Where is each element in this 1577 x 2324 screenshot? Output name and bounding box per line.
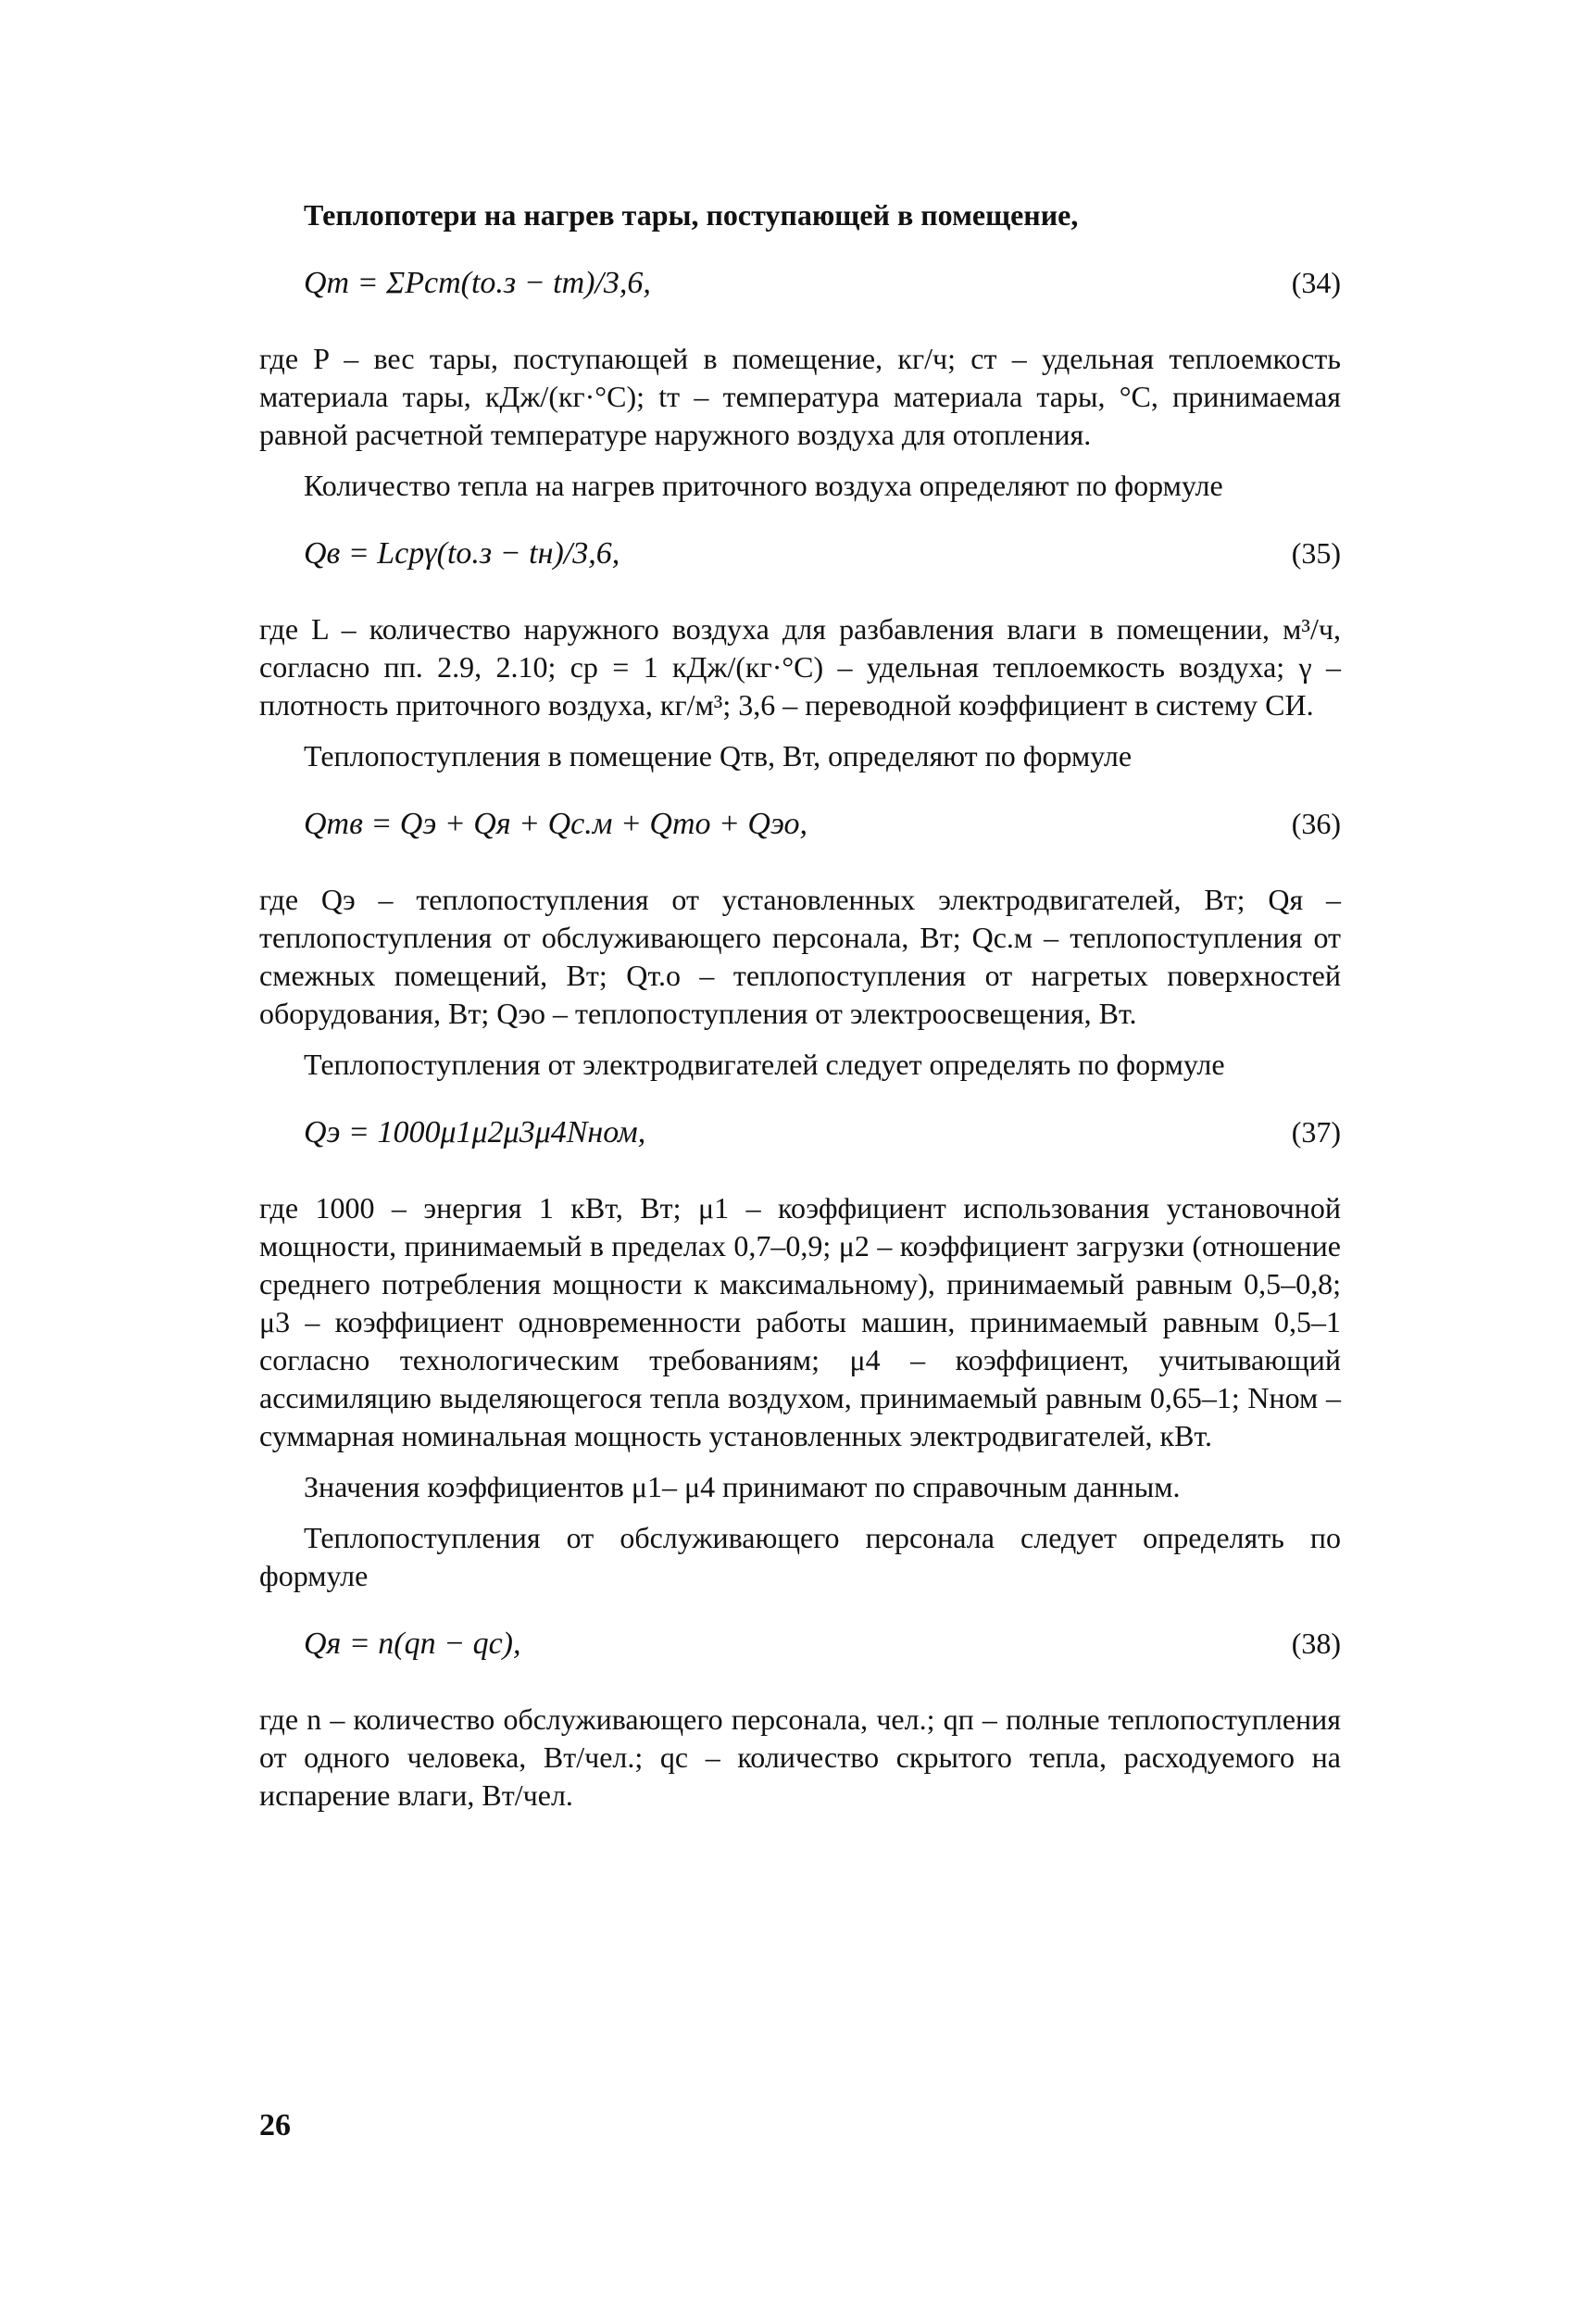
formula-expression: Qв = Lcрγ(tо.з − tн)/3,6, xyxy=(304,536,620,571)
formula-expression: Qтв = Qэ + Qя + Qс.м + Qто + Qэо, xyxy=(304,807,808,841)
formula xyxy=(259,536,1341,583)
content-blocks xyxy=(259,266,1341,1815)
formula-number: (34) xyxy=(1291,266,1341,299)
formula xyxy=(259,1115,1341,1162)
paragraph: Значения коэффициентов μ1– μ4 принимают по справочным данным. xyxy=(304,1470,1181,1503)
paragraph: Количество тепла на нагрев приточного воздуха определяют по формуле xyxy=(304,469,1223,502)
formula-number: (37) xyxy=(1291,1115,1341,1149)
formula-number: (36) xyxy=(1291,807,1341,840)
formula xyxy=(259,266,1341,312)
paragraph: где L – количество наружного воздуха для разбавления влаги в помещении, м³/ч, согласно пп. 2.9, 2.10; cр = 1 кДж/(кг·°C) – удельная теплоемкость воздуха; γ – плотность приточного воздуха, кг/м³; 3,6 – переводной коэффициент в систему СИ. xyxy=(259,612,1341,722)
formula-number: (35) xyxy=(1291,536,1341,570)
page-content xyxy=(259,196,1341,1815)
formula-expression: Qя = n(qп − qс), xyxy=(304,1627,521,1661)
formula xyxy=(259,1627,1341,1673)
paragraph: Теплопоступления от электродвигателей следует определять по формуле xyxy=(304,1048,1225,1081)
paragraph: Теплопоступления в помещение Qтв, Вт, определяют по формуле xyxy=(304,739,1133,773)
paragraph: где Qэ – теплопоступления от установленных электродвигателей, Вт; Qя – теплопоступления от обслуживающего персонала, Вт; Qс.м – теплопоступления от смежных помещений, Вт; Qт.о – теплопоступления от нагретых поверхностей оборудования, Вт; Qэо – теплопоступления от электроосвещения, Вт. xyxy=(259,883,1341,1030)
paragraph: Теплопоступления от обслуживающего персонала следует определять по формуле xyxy=(259,1521,1341,1592)
paragraph: где n – количество обслуживающего персонала, чел.; qп – полные теплопоступления от одного человека, Вт/чел.; qс – количество скрытого тепла, расходуемого на испарение влаги, Вт/чел. xyxy=(259,1702,1341,1812)
formula-expression: Qт = ΣPcт(tо.з − tт)/3,6, xyxy=(304,266,651,300)
section-heading: Теплопотери на нагрев тары, поступающей в помещение, xyxy=(304,198,1079,232)
formula-number: (38) xyxy=(1291,1627,1341,1660)
paragraph: где P – вес тары, поступающей в помещение, кг/ч; cт – удельная теплоемкость материала тары, кДж/(кг·°C); tт – температура материала тары, °C, принимаемая равной расчетной температуре наружного воздуха для отопления. xyxy=(259,342,1341,451)
formula-expression: Qэ = 1000μ1μ2μ3μ4Nном, xyxy=(304,1115,646,1149)
paragraph: где 1000 – энергия 1 кВт, Вт; μ1 – коэффициент использования установочной мощности, принимаемый в пределах 0,7–0,9; μ2 – коэффициент загрузки (отношение среднего потребления мощности к максимальному), принимаемый равным 0,5–0,8; μ3 – коэффициент одновременности работы машин, принимаемый равным 0,5–1 согласно технологическим требованиям; μ4 – коэффициент, учитывающий ассимиляцию выделяющегося тепла воздухом, принимаемый равным 0,65–1; Nном – суммарная номинальная мощность установленных электродвигателей, кВт. xyxy=(259,1191,1341,1452)
page-number: 26 xyxy=(259,2108,291,2142)
formula xyxy=(259,807,1341,853)
